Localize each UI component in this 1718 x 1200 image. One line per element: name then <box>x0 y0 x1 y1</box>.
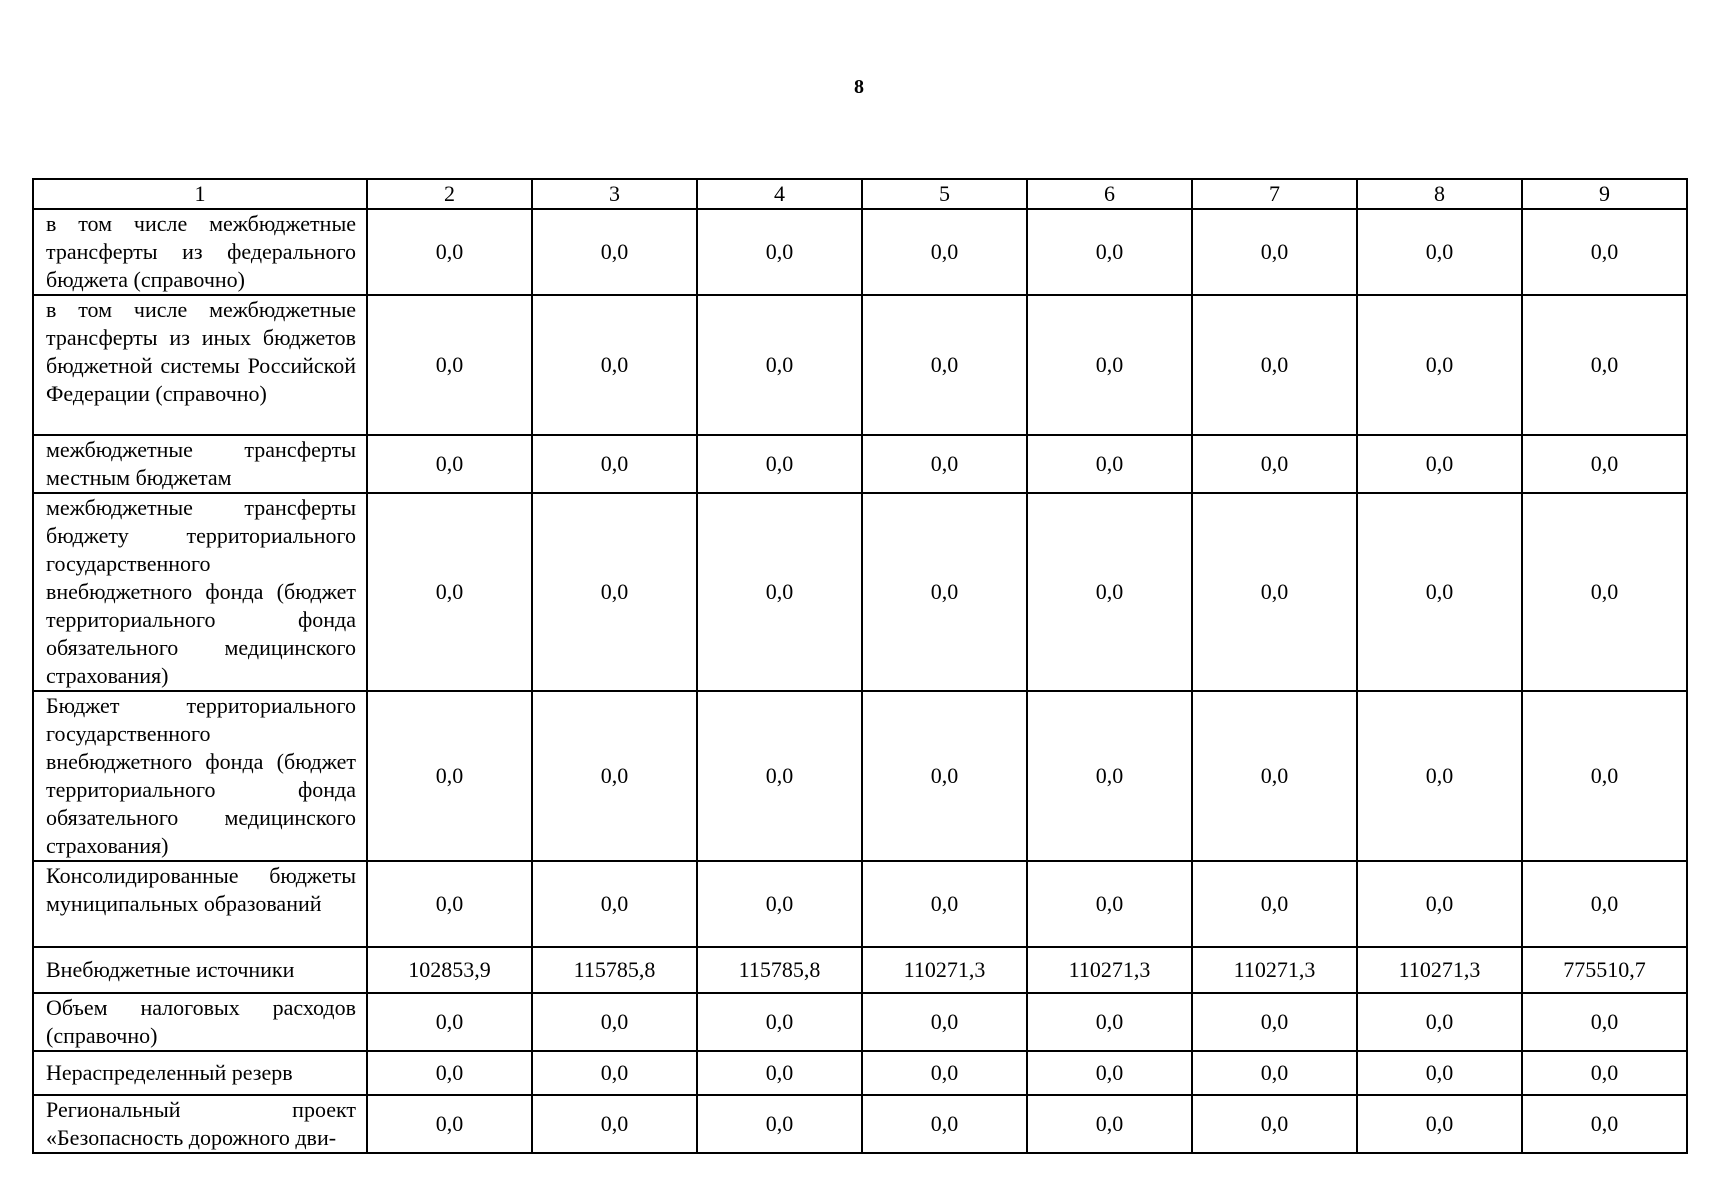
table-cell: 0,0 <box>862 993 1027 1051</box>
row-label: межбюджетные трансферты бюджету территориального государственного внебюджетного фонда (бюджет территориального фонда обязательного медицинского страхования) <box>33 493 367 691</box>
table-cell: 0,0 <box>862 295 1027 435</box>
table-cell: 0,0 <box>1192 493 1357 691</box>
table-row <box>33 435 1687 493</box>
table-cell: 0,0 <box>697 295 862 435</box>
budget-table <box>32 178 1688 1154</box>
table-cell: 0,0 <box>862 1095 1027 1153</box>
table-cell: 0,0 <box>1357 209 1522 295</box>
table-cell: 0,0 <box>532 435 697 493</box>
table-cell: 0,0 <box>1027 861 1192 947</box>
table-cell: 110271,3 <box>1192 947 1357 993</box>
table-cell: 0,0 <box>1027 209 1192 295</box>
column-header: 5 <box>862 179 1027 209</box>
table-cell: 0,0 <box>1027 1051 1192 1095</box>
table-cell: 0,0 <box>1027 295 1192 435</box>
column-header: 4 <box>697 179 862 209</box>
table-cell: 0,0 <box>697 861 862 947</box>
table-cell: 0,0 <box>1192 993 1357 1051</box>
table-cell: 0,0 <box>862 691 1027 861</box>
table-cell: 110271,3 <box>862 947 1027 993</box>
column-header: 8 <box>1357 179 1522 209</box>
table-cell: 0,0 <box>1027 435 1192 493</box>
table-cell: 0,0 <box>697 993 862 1051</box>
column-header: 7 <box>1192 179 1357 209</box>
table-cell: 0,0 <box>1522 1051 1687 1095</box>
row-label: Региональный проект «Безопасность дорожного дви- <box>33 1095 367 1153</box>
table-cell: 0,0 <box>532 493 697 691</box>
table-cell: 0,0 <box>1357 1051 1522 1095</box>
table-cell: 0,0 <box>697 209 862 295</box>
table-cell: 0,0 <box>1522 861 1687 947</box>
table-cell: 0,0 <box>697 493 862 691</box>
table-cell: 0,0 <box>1522 993 1687 1051</box>
table-cell: 115785,8 <box>697 947 862 993</box>
table-cell: 0,0 <box>1027 1095 1192 1153</box>
table-cell: 0,0 <box>1027 691 1192 861</box>
table-cell: 110271,3 <box>1357 947 1522 993</box>
table-cell: 0,0 <box>532 295 697 435</box>
row-label: межбюджетные трансферты местным бюджетам <box>33 435 367 493</box>
table-cell: 0,0 <box>1192 861 1357 947</box>
table-row <box>33 493 1687 691</box>
table-cell: 110271,3 <box>1027 947 1192 993</box>
table-cell: 0,0 <box>862 209 1027 295</box>
table-cell: 0,0 <box>532 691 697 861</box>
table-row <box>33 691 1687 861</box>
table-row <box>33 861 1687 947</box>
table-cell: 0,0 <box>697 1095 862 1153</box>
table-row <box>33 1095 1687 1153</box>
table-cell: 0,0 <box>532 1095 697 1153</box>
table-cell: 0,0 <box>1192 1051 1357 1095</box>
header-row <box>33 179 1687 209</box>
table-cell: 0,0 <box>532 861 697 947</box>
table-cell: 0,0 <box>1357 861 1522 947</box>
table-cell: 0,0 <box>862 861 1027 947</box>
table-cell: 0,0 <box>1192 435 1357 493</box>
table-cell: 0,0 <box>367 993 532 1051</box>
table-cell: 0,0 <box>367 1095 532 1153</box>
table-cell: 0,0 <box>1357 493 1522 691</box>
row-label: Объем налоговых расходов (справочно) <box>33 993 367 1051</box>
column-header: 6 <box>1027 179 1192 209</box>
table-cell: 0,0 <box>532 1051 697 1095</box>
table-cell: 0,0 <box>1357 1095 1522 1153</box>
row-label: Бюджет территориального государственного внебюджетного фонда (бюджет территориального фонда обязательного медицинского страхования) <box>33 691 367 861</box>
table-cell: 102853,9 <box>367 947 532 993</box>
column-header: 2 <box>367 179 532 209</box>
table-cell: 0,0 <box>1522 1095 1687 1153</box>
table-cell: 0,0 <box>862 1051 1027 1095</box>
table-row <box>33 993 1687 1051</box>
table-cell: 0,0 <box>1027 993 1192 1051</box>
table-cell: 0,0 <box>367 435 532 493</box>
table-cell: 0,0 <box>1357 435 1522 493</box>
table-cell: 0,0 <box>1027 493 1192 691</box>
table-cell: 0,0 <box>1192 1095 1357 1153</box>
table-row <box>33 1051 1687 1095</box>
table-cell: 0,0 <box>1522 435 1687 493</box>
table-cell: 0,0 <box>1192 209 1357 295</box>
table-row <box>33 209 1687 295</box>
page-number: 8 <box>854 76 864 98</box>
table-cell: 115785,8 <box>532 947 697 993</box>
table-cell: 0,0 <box>367 295 532 435</box>
row-label: в том числе межбюджетные трансферты из федерального бюджета (справочно) <box>33 209 367 295</box>
table-cell: 0,0 <box>367 691 532 861</box>
table-cell: 0,0 <box>367 493 532 691</box>
table-cell: 775510,7 <box>1522 947 1687 993</box>
table-cell: 0,0 <box>697 435 862 493</box>
table-cell: 0,0 <box>367 209 532 295</box>
table-cell: 0,0 <box>1357 691 1522 861</box>
table-cell: 0,0 <box>1522 295 1687 435</box>
table-cell: 0,0 <box>697 691 862 861</box>
row-label: Внебюджетные источники <box>33 947 367 993</box>
table-cell: 0,0 <box>1192 295 1357 435</box>
table-cell: 0,0 <box>862 493 1027 691</box>
table-cell: 0,0 <box>1522 209 1687 295</box>
row-label: Нераспределенный резерв <box>33 1051 367 1095</box>
row-label: Консолидированные бюджеты муниципальных образований <box>33 861 367 947</box>
column-header: 1 <box>33 179 367 209</box>
table-cell: 0,0 <box>1357 993 1522 1051</box>
column-header: 9 <box>1522 179 1687 209</box>
table-row <box>33 947 1687 993</box>
row-label: в том числе межбюджетные трансферты из иных бюджетов бюджетной системы Российской Федерации (справочно) <box>33 295 367 435</box>
table-cell: 0,0 <box>862 435 1027 493</box>
table-cell: 0,0 <box>532 993 697 1051</box>
table-cell: 0,0 <box>697 1051 862 1095</box>
table-cell: 0,0 <box>1192 691 1357 861</box>
table-row <box>33 295 1687 435</box>
table-cell: 0,0 <box>1357 295 1522 435</box>
table-cell: 0,0 <box>367 1051 532 1095</box>
column-header: 3 <box>532 179 697 209</box>
table-cell: 0,0 <box>532 209 697 295</box>
table-cell: 0,0 <box>1522 493 1687 691</box>
table-cell: 0,0 <box>367 861 532 947</box>
table-cell: 0,0 <box>1522 691 1687 861</box>
